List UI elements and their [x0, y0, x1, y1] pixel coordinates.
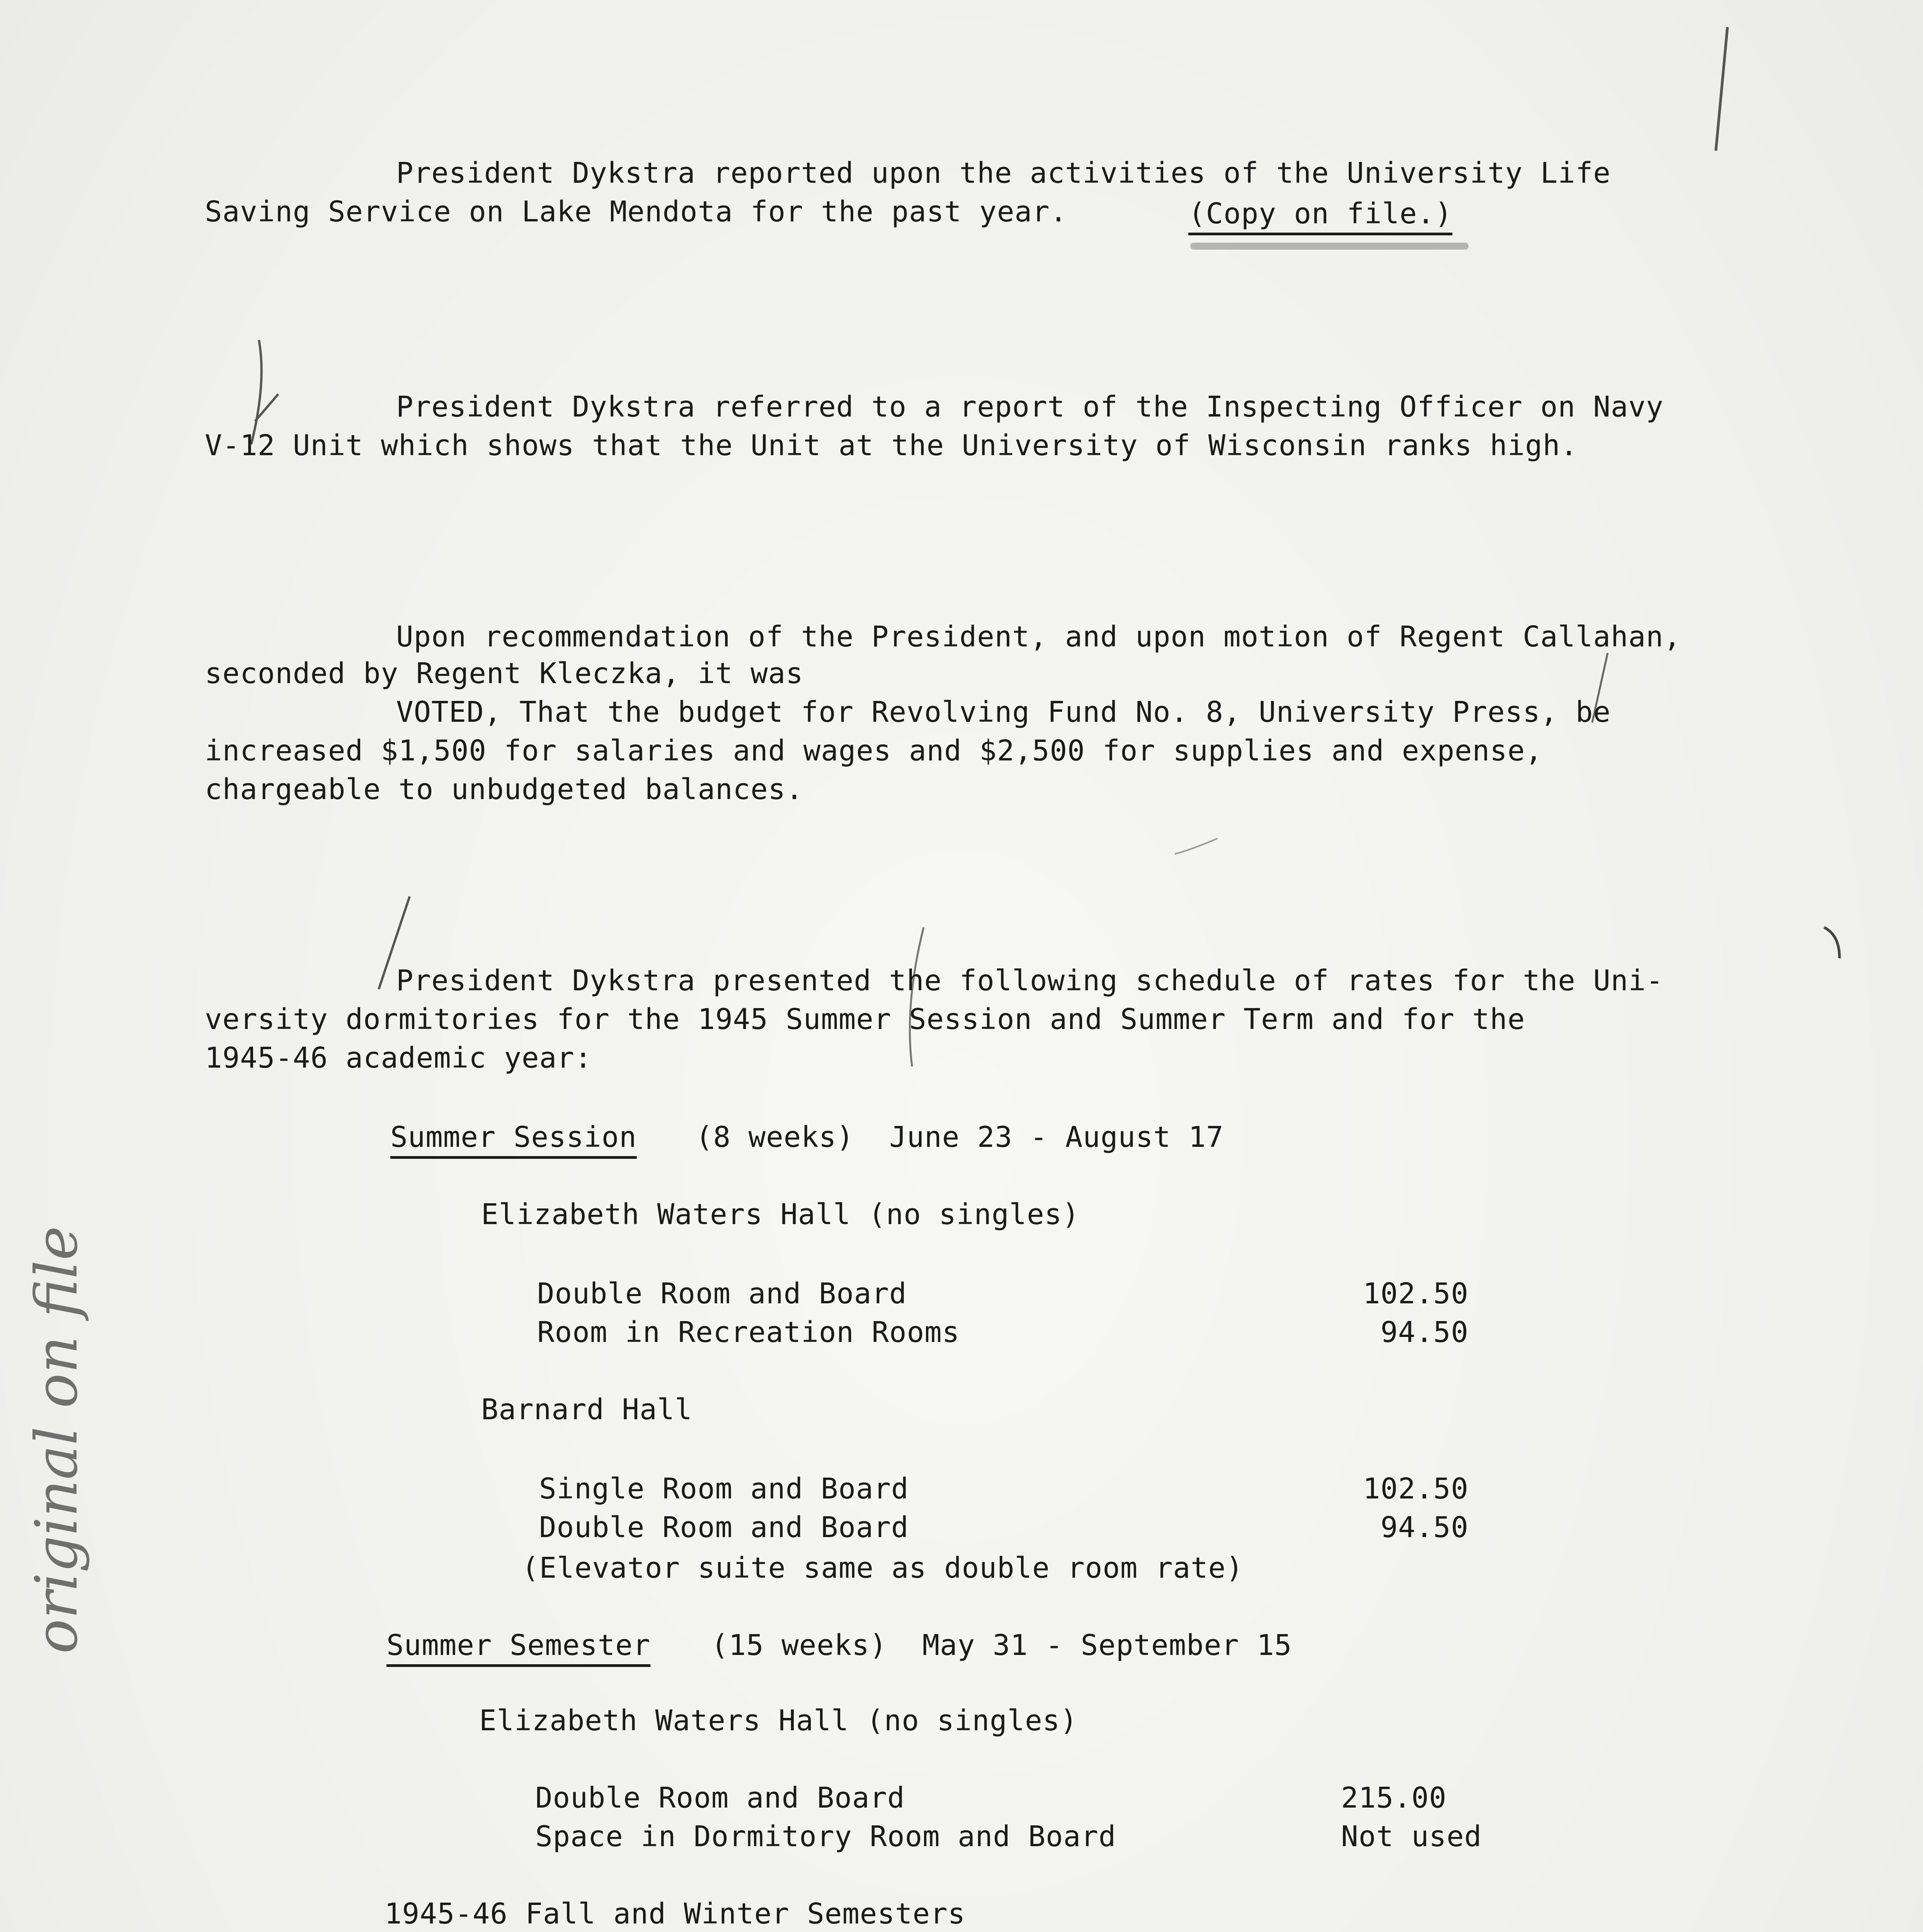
para-budget-line1: Upon recommendation of the President, and upon motion of Regent Callahan,	[396, 620, 1681, 653]
summer-session-hall1: Elizabeth Waters Hall (no singles)	[481, 1198, 1080, 1231]
summer-session-hall2-item-label: Double Room and Board	[539, 1511, 909, 1544]
summer-session-hall1-item-amount: 102.50	[1363, 1277, 1469, 1310]
summer-session-details: (8 weeks) June 23 - August 17	[696, 1121, 1224, 1154]
copy-on-file-note: (Copy on file.)	[1188, 197, 1453, 230]
summer-semester-item-label: Double Room and Board	[535, 1781, 905, 1815]
para-navy-line2: V-12 Unit which shows that the Unit at the University of Wisconsin ranks high.	[205, 429, 1578, 462]
summer-session-hall2-item-amount: 102.50	[1363, 1472, 1469, 1505]
summer-session-hall1-item-label: Double Room and Board	[537, 1277, 907, 1310]
para-rates-line2: versity dormitories for the 1945 Summer Session and Summer Term and for the	[205, 1003, 1525, 1036]
para-budget-line2: seconded by Regent Kleczka, it was	[205, 657, 803, 690]
para-navy-line1: President Dykstra referred to a report of the Inspecting Officer on Navy	[396, 390, 1664, 423]
para-budget-line3: VOTED, That the budget for Revolving Fund No. 8, University Press, be	[396, 696, 1611, 729]
para-life-saving-line1: President Dykstra reported upon the activities of the University Life	[396, 156, 1611, 190]
summer-semester-heading: Summer Semester	[386, 1629, 651, 1662]
summer-session-hall2: Barnard Hall	[481, 1393, 693, 1426]
margin-handwriting: original on file	[23, 1226, 90, 1654]
summer-session-hall1-item-amount: 94.50	[1380, 1316, 1469, 1349]
summer-semester-item-label: Space in Dormitory Room and Board	[535, 1820, 1116, 1853]
summer-session-hall2-note: (Elevator suite same as double room rate)	[522, 1551, 1244, 1585]
summer-session-hall2-item-label: Single Room and Board	[539, 1472, 909, 1505]
summer-semester-item-amount: Not used	[1341, 1820, 1482, 1853]
summer-semester-item-amount: 215.00	[1341, 1781, 1447, 1815]
para-budget-line4: increased $1,500 for salaries and wages and $2,500 for supplies and expense,	[205, 734, 1543, 767]
para-rates-line3: 1945-46 academic year:	[205, 1041, 592, 1075]
para-rates-line1: President Dykstra presented the following schedule of rates for the Uni-	[396, 964, 1664, 997]
summer-session-hall2-item-amount: 94.50	[1380, 1511, 1469, 1544]
para-life-saving-line2: Saving Service on Lake Mendota for the past year.	[205, 195, 1068, 228]
summer-semester-hall: Elizabeth Waters Hall (no singles)	[479, 1704, 1078, 1737]
copy-note-smudge	[1190, 243, 1469, 250]
summer-semester-details: (15 weeks) May 31 - September 15	[711, 1629, 1292, 1662]
para-budget-line5: chargeable to unbudgeted balances.	[205, 773, 803, 806]
summer-session-heading: Summer Session	[390, 1121, 637, 1154]
fall-winter-heading: 1945-46 Fall and Winter Semesters	[385, 1897, 966, 1930]
summer-session-hall1-item-label: Room in Recreation Rooms	[537, 1316, 960, 1349]
